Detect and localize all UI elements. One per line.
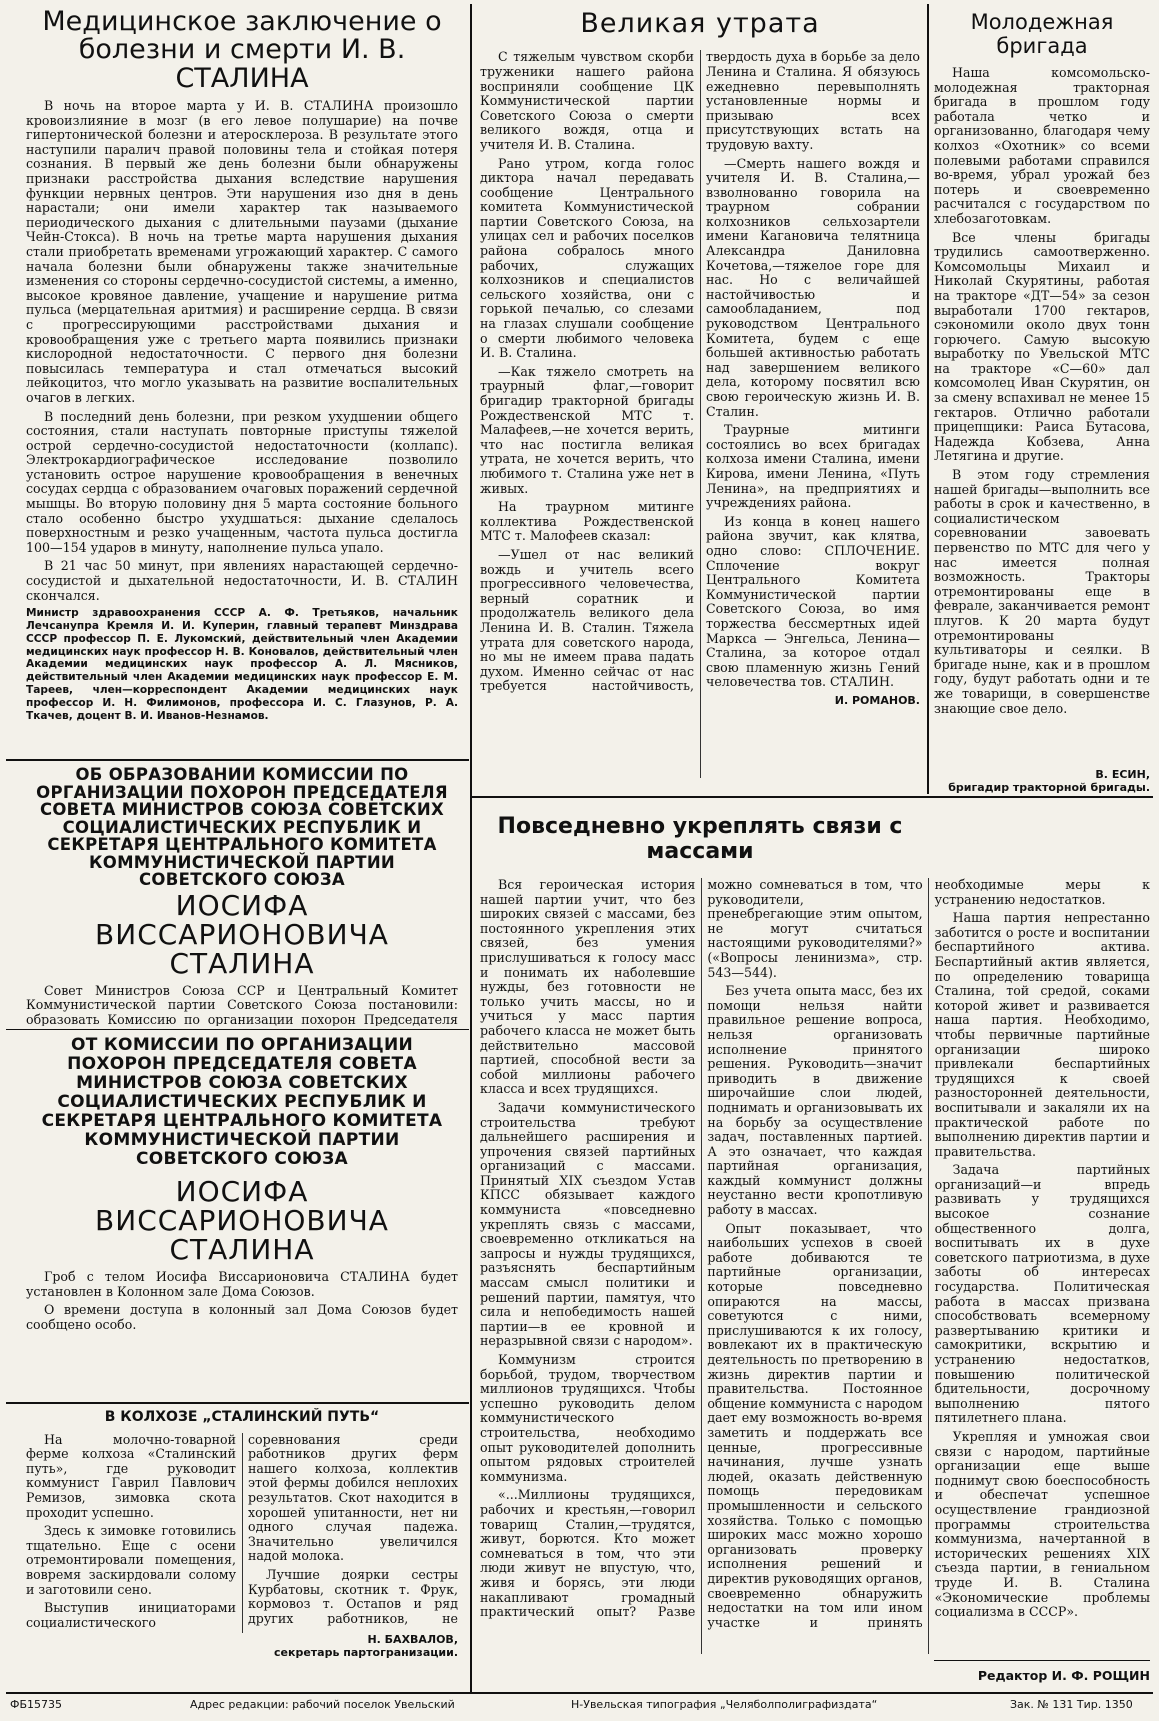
newspaper-page bbox=[6, 4, 1153, 1717]
editorial-paragraph: Задача партийных организаций—и впредь развивать у трудящихся высокое сознание общественного долга, воспитывать их в духе советского патриотизма, в духе заботы об интересах государства. Политическая работа в массах призвана способствовать всемерному развертыванию критики и самокритики, вскрытию и устранению недостатков, повышению политической бдительности, досрочному выполнению пятого пятилетнего плана. bbox=[934, 1162, 1150, 1426]
funeral-notice bbox=[26, 1036, 458, 1396]
great-loss-body bbox=[480, 50, 920, 778]
great-loss-article bbox=[480, 8, 920, 793]
loss-paragraph: —Ушел от нас великий вождь и учитель всего прогрессивного человечества, верный соратник и продолжатель великого дела Ленина И. В. Сталин. Тяжела утрата для советского народа, но мы не имеем права падать духом. Именно сейчас от нас требуется настойчивость, твердость духа в борьбе за дело Ленина и Сталина. Я обязуюсь ежедневно перевыполнять установленные нормы и призываю всех присутствующих встать на трудовую вахту. bbox=[480, 49, 920, 694]
kolkhoz-article bbox=[26, 1408, 458, 1690]
kolkhoz-title: В КОЛХОЗЕ „СТАЛИНСКИЙ ПУТЬ“ bbox=[104, 1409, 380, 1425]
section-rule bbox=[472, 796, 1153, 798]
great-loss-title: Великая утрата bbox=[580, 8, 820, 39]
medical-paragraph: В последний день болезни, при резком ухудшении общего состояния, стали наступать повторные приступы тяжелой острой сердечно-сосудистой недостаточности (коллапс). Электрокардиографическое исследование позволило установить острое нарушение кровообращения в венечных сосудах сердца с образованием очаговых поражений сердечной мышцы. Во вторую половину дня 5 марта состояние больного стало особенно быстро ухудшаться: дыхание сделалось поверхностным и резко учащенным, частота пульса достигла 100—154 ударов в минуту, наполнение пульса упало. bbox=[26, 408, 458, 555]
editorial-title: Повседневно укреплять связи с массами bbox=[497, 814, 903, 864]
commission-announcement bbox=[26, 766, 458, 1026]
editorial-paragraph: Наша партия непрестанно заботится о росте и воспитании беспартийного актива. Беспартийный актив является, по определению товарища Сталина, той средой, соками которой живет и развивается наша партия. Необходимо, чтобы первичные партийные организации широко привлекали беспартийных трудящихся к своей разносторонней деятельности, воспитывали и закаляли их на практической работе по выполнению директив партии и правительства. bbox=[934, 910, 1150, 1159]
section-rule bbox=[6, 1402, 469, 1404]
commission-heading: ОБ ОБРАЗОВАНИИ КОМИССИИ ПО ОРГАНИЗАЦИИ ПОХОРОН ПРЕДСЕДАТЕЛЯ СОВЕТА МИНИСТРОВ СОЮЗА СОВЕТСКИХ СОЦИАЛИСТИЧЕСКИХ РЕСПУБЛИК И СЕКРЕТАРЯ ЦЕНТРАЛЬНОГО КОМИТЕТА КОММУНИСТИЧЕСКОЙ ПАРТИИ СОВЕТСКОГО СОЮЗА bbox=[36, 766, 448, 889]
kolkhoz-body bbox=[26, 1433, 458, 1633]
funeral-heading: ОТ КОМИССИИ ПО ОРГАНИЗАЦИИ ПОХОРОН ПРЕДСЕДАТЕЛЯ СОВЕТА МИНИСТРОВ СОЮЗА СОВЕТСКИХ СОЦИАЛИСТИЧЕСКИХ РЕСПУБЛИК И СЕКРЕТАРЯ ЦЕНТРАЛЬНОГО КОМИТЕТА КОММУНИСТИЧЕСКОЙ ПАРТИИ СОВЕТСКОГО СОЮЗА bbox=[41, 1036, 443, 1169]
loss-paragraph: —Как тяжело смотреть на траурный флаг,—говорит бригадир тракторной бригады Рождественской МТС т. Малафеев,—не хочется верить, что нас постигла великая утрата, не хочется верить, что любимого т. Сталина уже нет в живых. bbox=[480, 363, 694, 496]
kolkhoz-paragraph: Лучшие доярки сестры Курбатовы, скотник т. Фрук, кормовоз т. Остапов и ряд других работников, не bbox=[248, 1567, 458, 1626]
medical-paragraph: В ночь на второе марта у И. В. СТАЛИНА произошло кровоизлияние в мозг (в его левое полушарие) на почве гипертонической болезни и атеросклероза. В результате этого наступили паралич правой половины тела и стойкая потеря сознания. В первый же день болезни были обнаружены признаки расстройства дыхания вследствие нарушения функции нервных центров. Эти нарушения изо дня в день нарастали; они имели характер так называемого периодического дыхания с длительными паузами (дыхание Чейн-Стокса). В ночь на третье марта нарушения дыхания стали приобретать временами угрожающий характер. С самого начала болезни были обнаружены также значительные изменения со стороны сердечно-сосудистой системы, а именно, высокое кровяное давление, учащение и нарушение ритма пульса (мерцательная аритмия) и расширение сердца. В связи с прогрессирующими расстройствами дыхания и кровообращения уже с третьего марта появились признаки кислородной недостаточности. С первого дня болезни повысилась температура и стал отмечаться высокий лейкоцитоз, что могло указывать на развитие воспалительных очагов в легких. bbox=[26, 98, 458, 405]
editorial-body bbox=[480, 878, 1150, 1654]
editor-name: Редактор И. Ф. РОЩИН bbox=[977, 1668, 1150, 1683]
kolkhoz-paragraph: На молочно-товарной ферме колхоза «Сталинский путь», где руководит коммунист Гаврил Павлович Ремизов, зимовка скота проходит успешно. bbox=[26, 1431, 236, 1520]
section-rule bbox=[6, 1029, 469, 1030]
column-rule bbox=[470, 4, 472, 1692]
kolkhoz-paragraph: Выступив инициаторами социалистического соревнования среди работников других ферм нашего колхоза, коллектив этой фермы добился неплохих результатов. Скот находится в хорошей упитанности, нет ни одного случая падежа. Значительно увеличился надой молока. bbox=[26, 1431, 458, 1630]
kolkhoz-signature-role: секретарь партогранизации. bbox=[274, 1645, 458, 1659]
footer-address: Адрес редакции: рабочий поселок Увельский bbox=[190, 1698, 455, 1711]
loss-paragraph: На траурном митинге коллектива Рождественской МТС т. Малофеев сказал: bbox=[480, 499, 694, 544]
loss-paragraph: Из конца в конец нашего района звучит, как клятва, одно слово: СПЛОЧЕНИЕ. Сплочение вокруг Центрального Комитета Коммунистической партии Советского Союза, во имя торжества бессмертных идей Маркса — Энгельса, Ленина—Сталина, за которое отдал свою пламенную жизнь Гений человечества тов. СТАЛИН. bbox=[706, 513, 920, 690]
loss-paragraph: Рано утром, когда голос диктора начал передавать сообщение Центрального комитета Коммунистической партии Советского Союза, на улицах сел и рабочих поселков района собралось много рабочих, служащих колхозников и специалистов сельского хозяйства, они с горькой печалью, со слезами на глазах слушали сообщение о смерти любимого человека И. В. Сталина. bbox=[480, 155, 694, 361]
footer-printer: Н-Увельская типография „Челяболполиграфиздата“ bbox=[571, 1698, 878, 1711]
editorial-article bbox=[480, 804, 1150, 1654]
editorial-paragraph: «...Миллионы трудящихся, рабочих и крестьян,—говорил товарищ Сталин,—трудятся, живут, борются. Кто может сомневаться в том, что эти люди живут не впустую, что, живя и борясь, эти люди накапливают громадный практический опыт? Разве можно сомневаться в том, что руководители, пренебрегающие этим опытом, не могут считаться настоящими руководителями?» («Вопросы ленинизма», стр. 543—544). bbox=[480, 877, 923, 1620]
commission-stalin-name: ИОСИФА ВИССАРИОНОВИЧА СТАЛИНА bbox=[95, 888, 389, 980]
youth-paragraph: Все члены бригады трудились самоотверженно. Комсомольцы Михаил и Николай Скурятины, работая на тракторе «ДТ—54» за сезон выработали 1700 гектаров, сэкономили около двух тонн горючего. Самую высокую выработку по Увельской МТС на тракторе «С—60» дал комсомолец Иван Скурятин, он за смену вспахивал не менее 15 гектаров. Отлично работали прицепщики: Раиса Бутасова, Надежда Кобзева, Анна Летягина и другие. bbox=[934, 229, 1150, 464]
loss-paragraph: Траурные митинги состоялись во всех бригадах колхоза имени Сталина, имени Кирова, имени Ленина, «Путь Ленина», на предприятиях и учреждениях района. bbox=[706, 422, 920, 511]
loss-paragraph: —Смерть нашего вождя и учителя И. В. Сталина,—взволнованно говорила на траурном собрании колхозников сельхозартели имени Кагановича телятница Александра Даниловна Кочетова,—тяжелое горе для нас. Но с величайшей настойчивостью и самообладанием, под руководством Центрального Комитета, будем с еще большей активностью работать над завершением великого дела, которому посвятил всю свою героическую жизнь И. В. Сталин. bbox=[706, 155, 920, 419]
commission-paragraph: Совет Министров Союза ССР и Центральный Комитет Коммунистической партии Советского Союза постановили: образовать Комиссию по организации похорон Председателя bbox=[26, 982, 458, 1026]
footer bbox=[6, 1694, 1153, 1716]
column-rule bbox=[927, 4, 929, 794]
funeral-stalin-name: ИОСИФА ВИССАРИОНОВИЧА СТАЛИНА bbox=[95, 1175, 389, 1266]
youth-brigade-article bbox=[934, 8, 1150, 793]
editor-line bbox=[934, 1660, 1150, 1688]
medical-signers: Министр здравоохранения СССР А. Ф. Третьяков, начальник Лечсанупра Кремля И. И. Куперин, главный терапевт Минздрава СССР профессор П. Е. Лукомский, действительный член Академии медицинских наук профессор Н. В. Коновалов, действительный член Академии медицинских наук профессор А. Л. Мясников, действительный член Академии медицинских наук профессор Е. М. Тареев, член—корреспондент Академии медицинских наук профессор И. Н. Филимонов, профессора И. С. Глазунов, Р. А. Ткачев, доцент В. И. Иванов-Незнамов. bbox=[26, 607, 458, 722]
editorial-paragraph: Задачи коммунистического строительства требуют дальнейшего расширения и упрочения связей партийных организаций с массами. Принятый XIX съездом Устав КПСС обязывает каждого коммуниста «повседневно укреплять связь с массами, своевременно откликаться на запросы и нужды трудящихся, разъяснять беспартийным массам смысл политики и решений партии, памятуя, что сила и непобедимость нашей партии—в ее кровной и неразрывной связи с народом». bbox=[480, 1099, 696, 1349]
loss-signature: И. РОМАНОВ. bbox=[834, 693, 920, 707]
kolkhoz-signature-name: Н. БАХВАЛОВ, bbox=[367, 1632, 458, 1646]
medical-paragraph: В 21 час 50 минут, при явлениях нарастающей сердечно-сосудистой и дыхательной недостаточности, И. В. СТАЛИН скончался. bbox=[26, 558, 458, 603]
editorial-paragraph: Укрепляя и умножая свои связи с народом, партийные организации еще выше поднимут свою боеспособность и обеспечат успешное осуществление грандиозной программы строительства коммунизма, начертанной в исторических решениях XIX съезда партии, в гениальном труде И. В. Сталина «Экономические проблемы социализма в СССР». bbox=[934, 1428, 1150, 1620]
youth-signature-name: В. ЕСИН, bbox=[1095, 768, 1150, 781]
section-rule bbox=[6, 759, 469, 761]
funeral-paragraph: Гроб с телом Иосифа Виссарионовича СТАЛИНА будет установлен в Колонном зале Дома Союзов. bbox=[26, 1269, 458, 1299]
youth-brigade-body bbox=[934, 66, 1150, 768]
kolkhoz-paragraph: Здесь к зимовке готовились тщательно. Еще с осени отремонтировали помещения, вовремя заскирдовали солому и заготовили сено. bbox=[26, 1523, 236, 1597]
editorial-paragraph: Коммунизм строится борьбой, трудом, творчеством миллионов трудящихся. Чтобы успешно руководить делом коммунистического строительства, необходимо опыт руководителей дополнить опытом рядовых строителей коммунизма. bbox=[480, 1352, 696, 1484]
youth-paragraph: В этом году стремления нашей бригады—выполнить все работы в срок и качественно, в социалистическом соревновании завоевать первенство по МТС для чего у нас имеется полная возможность. Тракторы отремонтированы еще в феврале, заканчивается ремонт плугов. К 20 марта будут отремонтированы культиваторы и сеялки. В бригаде ныне, как и в прошлом году, будут работать одни и те же товарищи, в совершенстве знающие свое дело. bbox=[934, 467, 1150, 716]
youth-paragraph: Наша комсомольско-молодежная тракторная бригада в прошлом году работала четко и организованно, благодаря чему колхоз «Охотник» со всеми полевыми работами справился во-время, убрал урожай без потерь и своевременно расчитался с государством по хлебозаготовкам. bbox=[934, 66, 1150, 226]
medical-report-title: Медицинское заключение о болезни и смерти И. В. СТАЛИНА bbox=[42, 8, 442, 94]
editorial-paragraph: Вся героическая история нашей партии учит, что без широких связей с массами, без постоянного укрепления этих связей, без умения прислушиваться к голосу масс и понимать их наболевшие нужды, без готовности не только учить массы, но и учиться у масс партия рабочего класса не может быть действительно массовой партией, способной вести за собой миллионы рабочего класса и всех трудящихся. bbox=[480, 877, 696, 1097]
loss-paragraph: С тяжелым чувством скорби труженики нашего района восприняли сообщение ЦК Коммунистической партии Советского Союза о смерти великого вождя, отца и учителя И. В. Сталина. bbox=[480, 49, 694, 152]
youth-brigade-title: Молодежная бригада bbox=[970, 10, 1114, 58]
medical-report bbox=[26, 8, 458, 753]
editor-rule bbox=[934, 1660, 1150, 1661]
youth-signature-role: бригадир тракторной бригады. bbox=[948, 781, 1150, 793]
footer-code: ФБ15735 bbox=[10, 1698, 63, 1711]
funeral-paragraph: О времени доступа в колонный зал Дома Союзов будет сообщено особо. bbox=[26, 1302, 458, 1332]
editorial-paragraph: Опыт показывает, что наибольших успехов в своей работе добиваются те партийные организации, которые повседневно опираются на массы, советуются с ними, прислушиваются к их голосу, вовлекают их в практическую деятельность по претворению в жизнь директив партии и правительства. Постоянное общение коммуниста с народом дает ему возможность во-время заметить и поддержать все ценные, прогрессивные начинания, лучше узнать людей, оказать действенную помощь передовикам промышленности и сельского хозяйства. Только с помощью широких масс можно хорошо организовать проверку исполнения решений и директив руководящих органов, своевременно обнаружить недостатки на том или ином участке и принять необходимые меры к устранению недостатков. bbox=[707, 877, 1150, 1630]
editorial-paragraph: Без учета опыта масс, без их помощи нельзя найти правильное решение вопроса, нельзя организовать исполнение принятого решения. Руководить—значит приводить в движение широчайшие слои людей, поднимать и организовывать их на борьбу за осуществление задач, поставленных партией. А это означает, что каждая партийная организация, каждый коммунист должны неустанно вести кропотливую работу в массах. bbox=[707, 983, 923, 1218]
footer-order: Зак. № 131 Тир. 1350 bbox=[1010, 1698, 1133, 1711]
